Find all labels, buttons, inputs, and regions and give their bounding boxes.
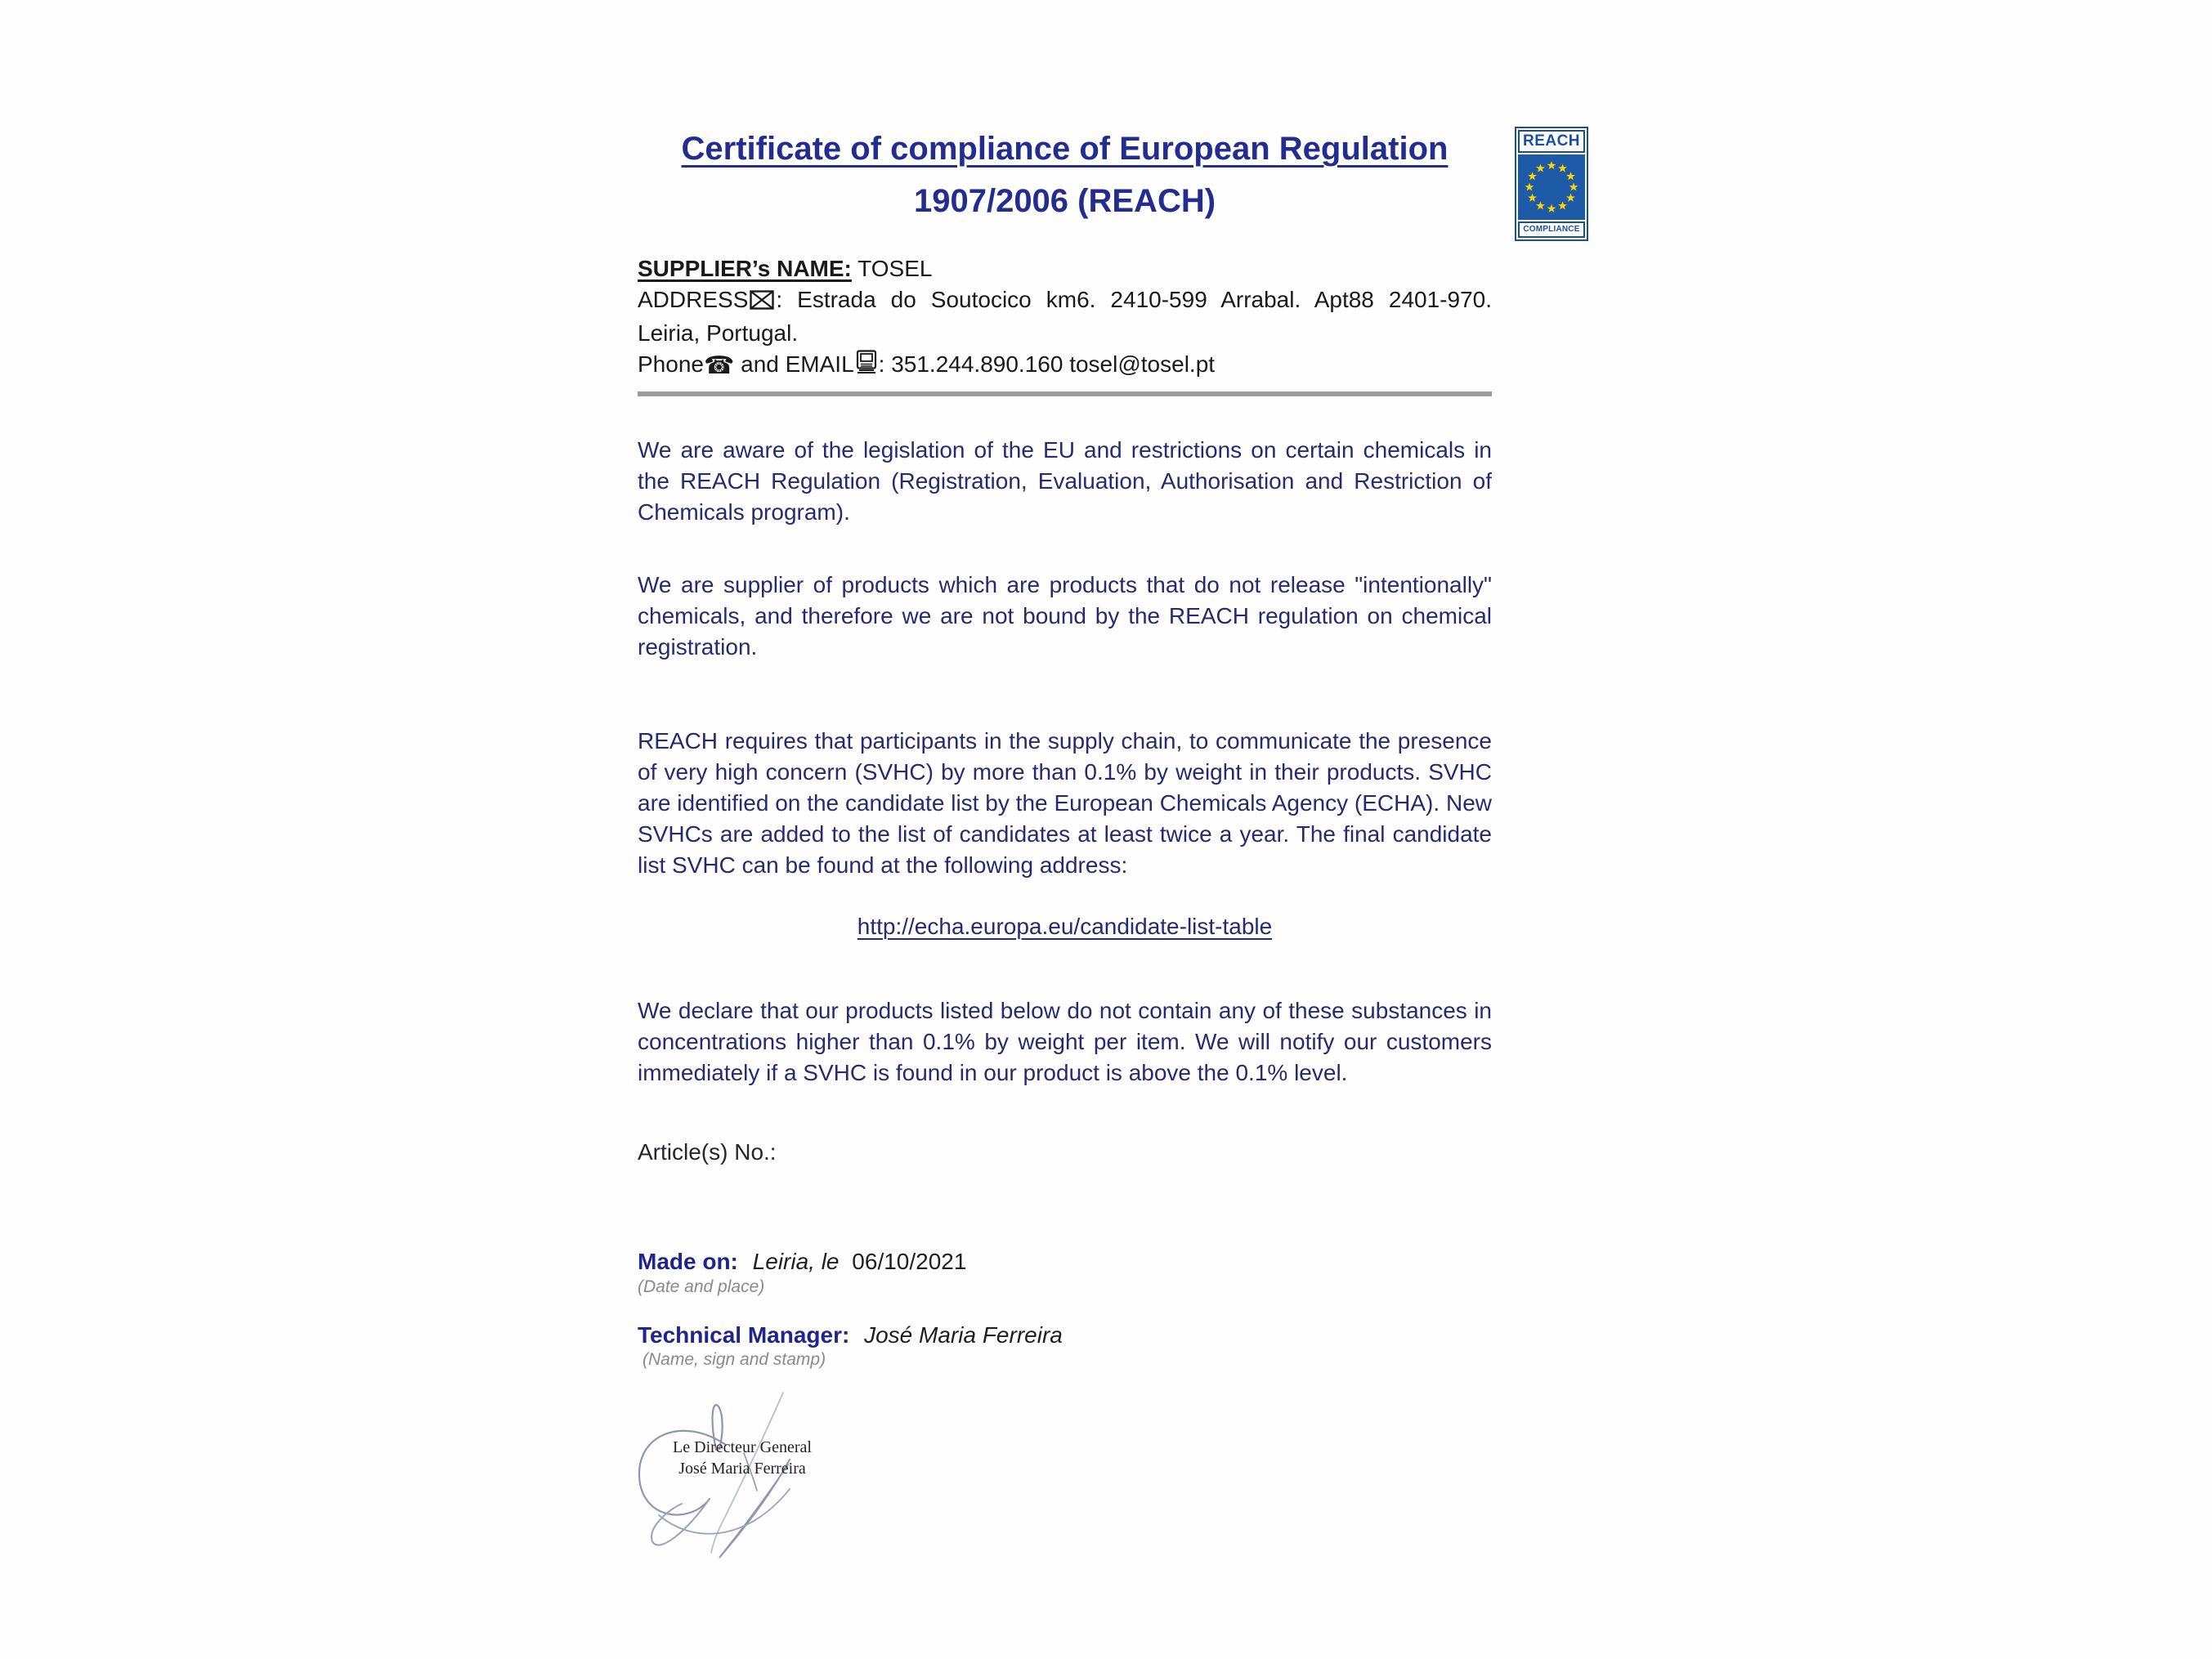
- address-value: Estrada do Soutocico km6. 2410-599 Arrabal. Apt88 2401-970. Leiria, Portugal.: [638, 287, 1492, 346]
- articles-no-label: Article(s) No.:: [638, 1139, 777, 1165]
- technical-manager-label: Technical Manager:: [638, 1322, 850, 1348]
- signature-block: [629, 1388, 858, 1584]
- supplier-name-line: [638, 253, 1492, 284]
- compliance-logo-label: COMPLIANCE: [1518, 221, 1585, 238]
- computer-icon: [856, 350, 877, 382]
- title-line1: Certificate of compliance of European Regulation: [681, 131, 1449, 167]
- phone-colon: :: [878, 351, 885, 377]
- eu-flag-stars-icon: [1518, 154, 1585, 220]
- technical-manager-line: [638, 1322, 1492, 1348]
- declaration-paragraph: We declare that our products listed below do not contain any of these substances in concentrations higher than 0.1% by weight per item. We will notify our customers immediately if a SVHC is found in our product is above the 0.1% level.: [638, 998, 1492, 1085]
- supplier-block: [638, 253, 1492, 382]
- intro-paragraph: We are aware of the legislation of the EU and restrictions on certain chemicals in the REACH Regulation (Registration, Evaluation, Authorisation and Restriction of Chemicals program).: [638, 437, 1492, 525]
- technical-manager-name: José Maria Ferreira: [864, 1322, 1063, 1348]
- supplier-name-value: TOSEL: [857, 256, 933, 281]
- reach-logo-title: REACH: [1518, 130, 1585, 153]
- date-place-caption: (Date and place): [638, 1277, 765, 1296]
- envelope-icon: [750, 287, 774, 318]
- signature-text: [670, 1437, 814, 1479]
- signature-scribble-icon: [629, 1388, 858, 1584]
- signature-name: José Maria Ferreira: [678, 1460, 806, 1478]
- phone-label: Phone: [638, 351, 704, 377]
- email-label: and EMAIL: [741, 351, 854, 377]
- supplier-name-label: SUPPLIER’s NAME:: [638, 256, 852, 281]
- supplier-address-line: [638, 284, 1492, 349]
- telephone-icon: ☎: [703, 352, 735, 379]
- reach-compliance-logo: [1515, 127, 1588, 241]
- section-divider: [638, 391, 1492, 396]
- address-colon: :: [776, 287, 783, 312]
- made-on-label: Made on:: [638, 1249, 738, 1274]
- supplier-phone-line: [638, 349, 1492, 382]
- signature-title: Le Directeur General: [673, 1438, 812, 1456]
- candidate-list-link-line: [638, 914, 1492, 940]
- candidate-list-link[interactable]: http://echa.europa.eu/candidate-list-table: [857, 914, 1273, 939]
- supplier-statement-paragraph: We are supplier of products which are products that do not release "intentionally" chemicals, and therefore we are not bound by the REACH regulation on chemical registration.: [638, 572, 1492, 660]
- name-sign-stamp-caption: (Name, sign and stamp): [643, 1350, 826, 1369]
- made-on-date: 06/10/2021: [852, 1249, 967, 1274]
- made-on-line: [638, 1249, 1492, 1275]
- page-title: [638, 123, 1492, 227]
- svhc-paragraph: REACH requires that participants in the supply chain, to communicate the presence of very high concern (SVHC) by more than 0.1% by weight in their products. SVHC are identified on the candidate list by the European Chemicals Agency (ECHA). New SVHCs are added to the list of candidates at least twice a year. The final candidate list SVHC can be found at the following address:: [638, 728, 1492, 878]
- title-line2: 1907/2006 (REACH): [913, 183, 1216, 219]
- made-on-place: Leiria, le: [752, 1249, 840, 1274]
- address-label: ADDRESS: [638, 287, 749, 312]
- phone-email-value: 351.244.890.160 tosel@tosel.pt: [891, 351, 1216, 377]
